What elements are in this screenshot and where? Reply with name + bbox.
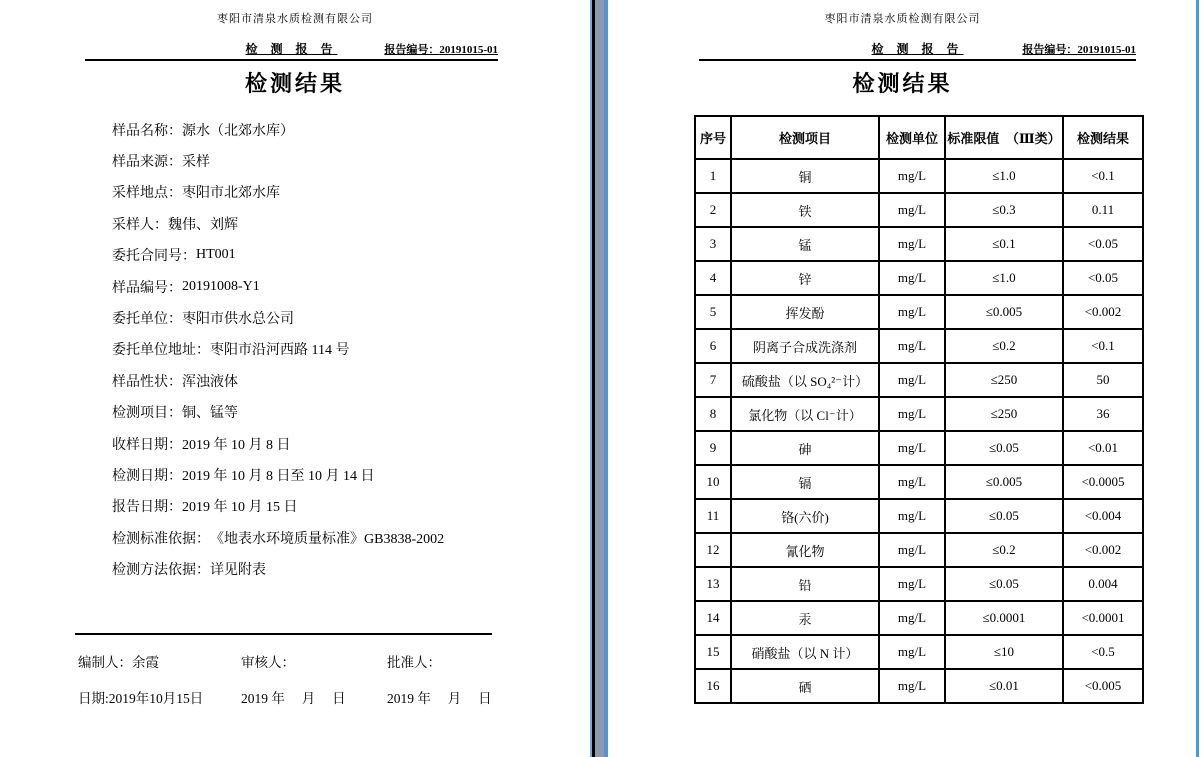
- signoff-grid: [0, 651, 590, 707]
- report-number-label: 报告编号：: [384, 44, 440, 56]
- page1-header: [0, 0, 590, 98]
- report-number-value: 20191015-01: [439, 44, 499, 56]
- sample-info-row: [112, 177, 590, 208]
- cell-result: <0.05: [1063, 261, 1143, 295]
- cell-item: 阴离子合成洗涤剂: [731, 329, 879, 363]
- results-table: [694, 115, 1144, 704]
- cell-item: 铬(六价): [731, 499, 879, 533]
- cell-result: <0.005: [1063, 669, 1143, 703]
- field-label: 样品名称：: [112, 123, 182, 139]
- cell-item: 铁: [731, 193, 879, 227]
- cell-item: 氯化物（以 Cl⁻计）: [731, 397, 879, 431]
- table-row: [695, 533, 1143, 567]
- cell-item: 锰: [731, 227, 879, 261]
- sample-info-row: [112, 365, 590, 396]
- cell-item: 挥发酚: [731, 295, 879, 329]
- field-value: 2019 年 10 月 8 日: [182, 437, 291, 453]
- field-value: 采样: [182, 155, 210, 171]
- field-label: 收样日期：: [112, 437, 182, 453]
- cell-index: 5: [695, 295, 731, 329]
- gap-bar: [595, 0, 604, 757]
- reviewer-label: 审核人：: [241, 655, 295, 670]
- cell-index: 16: [695, 669, 731, 703]
- cell-unit: mg/L: [879, 397, 945, 431]
- field-label: 报告日期：: [112, 500, 182, 516]
- cell-unit: mg/L: [879, 431, 945, 465]
- sample-info-row: [112, 491, 590, 522]
- cell-index: 4: [695, 261, 731, 295]
- report-title-row: [85, 40, 498, 61]
- cell-result: <0.004: [1063, 499, 1143, 533]
- cell-result: <0.002: [1063, 533, 1143, 567]
- report-page-2: [609, 0, 1196, 757]
- cell-index: 15: [695, 635, 731, 669]
- field-value: 枣阳市沿河西路 114 号: [210, 343, 350, 359]
- maker-cell: [78, 651, 241, 671]
- table-row: [695, 261, 1143, 295]
- company-name: 枣阳市清泉水质检测有限公司: [217, 13, 373, 25]
- cell-unit: mg/L: [879, 669, 945, 703]
- sample-info-row: [112, 522, 590, 553]
- field-label: 样品编号：: [112, 280, 182, 296]
- field-value: 源水（北郊水库）: [182, 123, 294, 139]
- cell-unit: mg/L: [879, 159, 945, 193]
- cell-index: 1: [695, 159, 731, 193]
- cell-limit: ≤0.01: [945, 669, 1063, 703]
- col-header-index: 序号: [695, 116, 731, 159]
- cell-index: 6: [695, 329, 731, 363]
- company-name: 枣阳市清泉水质检测有限公司: [824, 13, 981, 25]
- field-value: 20191008-Y1: [182, 278, 260, 294]
- field-value: 2019 年 10 月 15 日: [182, 500, 298, 516]
- footer-divider: [75, 633, 492, 635]
- cell-limit: ≤0.05: [945, 499, 1063, 533]
- field-label: 样品性状：: [112, 374, 182, 390]
- cell-item: 铅: [731, 567, 879, 601]
- approver-date: 2019 年 月 日: [387, 691, 492, 706]
- field-value: 2019 年 10 月 8 日至 10 月 14 日: [182, 468, 375, 484]
- field-label: 采样人：: [112, 217, 168, 233]
- page2-header: [609, 0, 1196, 98]
- cell-result: <0.1: [1063, 329, 1143, 363]
- cell-index: 9: [695, 431, 731, 465]
- cell-result: <0.0001: [1063, 601, 1143, 635]
- sample-info-row: [112, 240, 590, 271]
- sample-info-row: [112, 271, 590, 302]
- table-row: [695, 499, 1143, 533]
- page-title: 检测结果: [244, 71, 345, 96]
- cell-limit: ≤0.2: [945, 329, 1063, 363]
- cell-result: 0.11: [1063, 193, 1143, 227]
- cell-result: <0.002: [1063, 295, 1143, 329]
- page-gap: [590, 0, 609, 757]
- approver-cell: [387, 651, 590, 671]
- cell-item: 硫酸盐（以 SO₄²⁻计）: [731, 363, 879, 397]
- field-value: 枣阳市北郊水库: [182, 186, 280, 202]
- field-value: 《地表水环境质量标准》GB3838-2002: [210, 531, 445, 547]
- table-row: [695, 193, 1143, 227]
- results-table-body: [695, 159, 1143, 703]
- cell-result: <0.05: [1063, 227, 1143, 261]
- field-value: 铜、锰等: [182, 406, 238, 422]
- cell-unit: mg/L: [879, 567, 945, 601]
- sample-info-row: [112, 145, 590, 176]
- cell-limit: ≤10: [945, 635, 1063, 669]
- sample-info-row: [112, 208, 590, 239]
- cell-index: 12: [695, 533, 731, 567]
- cell-unit: mg/L: [879, 363, 945, 397]
- cell-index: 3: [695, 227, 731, 261]
- cell-result: <0.1: [1063, 159, 1143, 193]
- field-label: 委托合同号：: [112, 249, 196, 265]
- field-value: HT001: [196, 247, 236, 263]
- sample-info-row: [112, 302, 590, 333]
- cell-result: 36: [1063, 397, 1143, 431]
- cell-item: 汞: [731, 601, 879, 635]
- cell-index: 10: [695, 465, 731, 499]
- sample-info-row: [112, 114, 590, 145]
- col-header-unit: 检测单位: [879, 116, 945, 159]
- report-label: 检 测 报 告: [871, 42, 964, 56]
- cell-unit: mg/L: [879, 295, 945, 329]
- table-row: [695, 295, 1143, 329]
- cell-limit: ≤1.0: [945, 159, 1063, 193]
- cell-item: 锌: [731, 261, 879, 295]
- cell-unit: mg/L: [879, 465, 945, 499]
- cell-result: <0.5: [1063, 635, 1143, 669]
- cell-item: 砷: [731, 431, 879, 465]
- cell-result: 50: [1063, 363, 1143, 397]
- cell-limit: ≤250: [945, 363, 1063, 397]
- table-row: [695, 669, 1143, 703]
- report-number: [338, 41, 499, 57]
- signoff-footer: [0, 633, 590, 707]
- sample-info-row: [112, 553, 590, 584]
- sample-info-list: [112, 114, 590, 585]
- table-row: [695, 431, 1143, 465]
- right-margin: [1199, 0, 1203, 757]
- table-row: [695, 601, 1143, 635]
- field-value: 详见附表: [210, 563, 266, 579]
- table-row: [695, 363, 1143, 397]
- field-label: 检测方法依据：: [112, 563, 210, 579]
- cell-index: 7: [695, 363, 731, 397]
- field-label: 检测日期：: [112, 468, 182, 484]
- cell-limit: ≤0.005: [945, 295, 1063, 329]
- table-row: [695, 397, 1143, 431]
- sample-info-row: [112, 334, 590, 365]
- table-row: [695, 159, 1143, 193]
- cell-index: 8: [695, 397, 731, 431]
- cell-index: 2: [695, 193, 731, 227]
- field-label: 检测标准依据：: [112, 531, 210, 547]
- reviewer-cell: [241, 651, 387, 671]
- cell-item: 硝酸盐（以 N 计）: [731, 635, 879, 669]
- cell-index: 14: [695, 601, 731, 635]
- cell-item: 镉: [731, 465, 879, 499]
- field-value: 魏伟、刘辉: [168, 217, 238, 233]
- cell-limit: ≤0.05: [945, 567, 1063, 601]
- table-row: [695, 227, 1143, 261]
- report-number-value: 20191015-01: [1077, 44, 1137, 56]
- field-label: 样品来源：: [112, 155, 182, 171]
- report-number-label: 报告编号：: [1022, 44, 1078, 56]
- cell-unit: mg/L: [879, 533, 945, 567]
- cell-limit: ≤0.1: [945, 227, 1063, 261]
- cell-unit: mg/L: [879, 227, 945, 261]
- cell-result: 0.004: [1063, 567, 1143, 601]
- cell-unit: mg/L: [879, 635, 945, 669]
- sample-info-row: [112, 397, 590, 428]
- cell-unit: mg/L: [879, 193, 945, 227]
- cell-index: 13: [695, 567, 731, 601]
- cell-limit: ≤0.2: [945, 533, 1063, 567]
- field-label: 检测项目：: [112, 406, 182, 422]
- col-header-item: 检测项目: [731, 116, 879, 159]
- cell-limit: ≤250: [945, 397, 1063, 431]
- table-row: [695, 465, 1143, 499]
- maker-label: 编制人：: [78, 655, 132, 670]
- cell-unit: mg/L: [879, 499, 945, 533]
- cell-item: 铜: [731, 159, 879, 193]
- maker-name: 余霞: [132, 655, 159, 670]
- field-label: 委托单位：: [112, 312, 182, 328]
- cell-limit: ≤0.05: [945, 431, 1063, 465]
- col-header-result: 检测结果: [1063, 116, 1143, 159]
- cell-item: 氰化物: [731, 533, 879, 567]
- report-number: [964, 41, 1137, 57]
- col-header-limit: 标准限值 （Ⅲ类）: [945, 116, 1063, 159]
- maker-date: 日期:2019年10月15日: [78, 691, 204, 706]
- cell-unit: mg/L: [879, 329, 945, 363]
- table-row: [695, 329, 1143, 363]
- report-label: 检 测 报 告: [245, 42, 338, 56]
- cell-limit: ≤0.3: [945, 193, 1063, 227]
- cell-index: 11: [695, 499, 731, 533]
- field-value: 枣阳市供水总公司: [182, 312, 294, 328]
- cell-result: <0.0005: [1063, 465, 1143, 499]
- cell-item: 硒: [731, 669, 879, 703]
- cell-result: <0.01: [1063, 431, 1143, 465]
- field-value: 浑浊液体: [182, 374, 238, 390]
- table-row: [695, 567, 1143, 601]
- reviewer-date: 2019 年 月 日: [241, 691, 346, 706]
- cell-limit: ≤0.005: [945, 465, 1063, 499]
- sample-info-row: [112, 459, 590, 490]
- sample-info-row: [112, 428, 590, 459]
- table-header-row: [695, 116, 1143, 159]
- field-label: 采样地点：: [112, 186, 182, 202]
- cell-unit: mg/L: [879, 261, 945, 295]
- table-row: [695, 635, 1143, 669]
- cell-limit: ≤1.0: [945, 261, 1063, 295]
- page-title: 检测结果: [852, 71, 953, 96]
- cell-limit: ≤0.0001: [945, 601, 1063, 635]
- cell-unit: mg/L: [879, 601, 945, 635]
- report-page-1: [0, 0, 590, 757]
- field-label: 委托单位地址：: [112, 343, 210, 359]
- report-title-row: [699, 40, 1136, 61]
- approver-label: 批准人：: [387, 655, 441, 670]
